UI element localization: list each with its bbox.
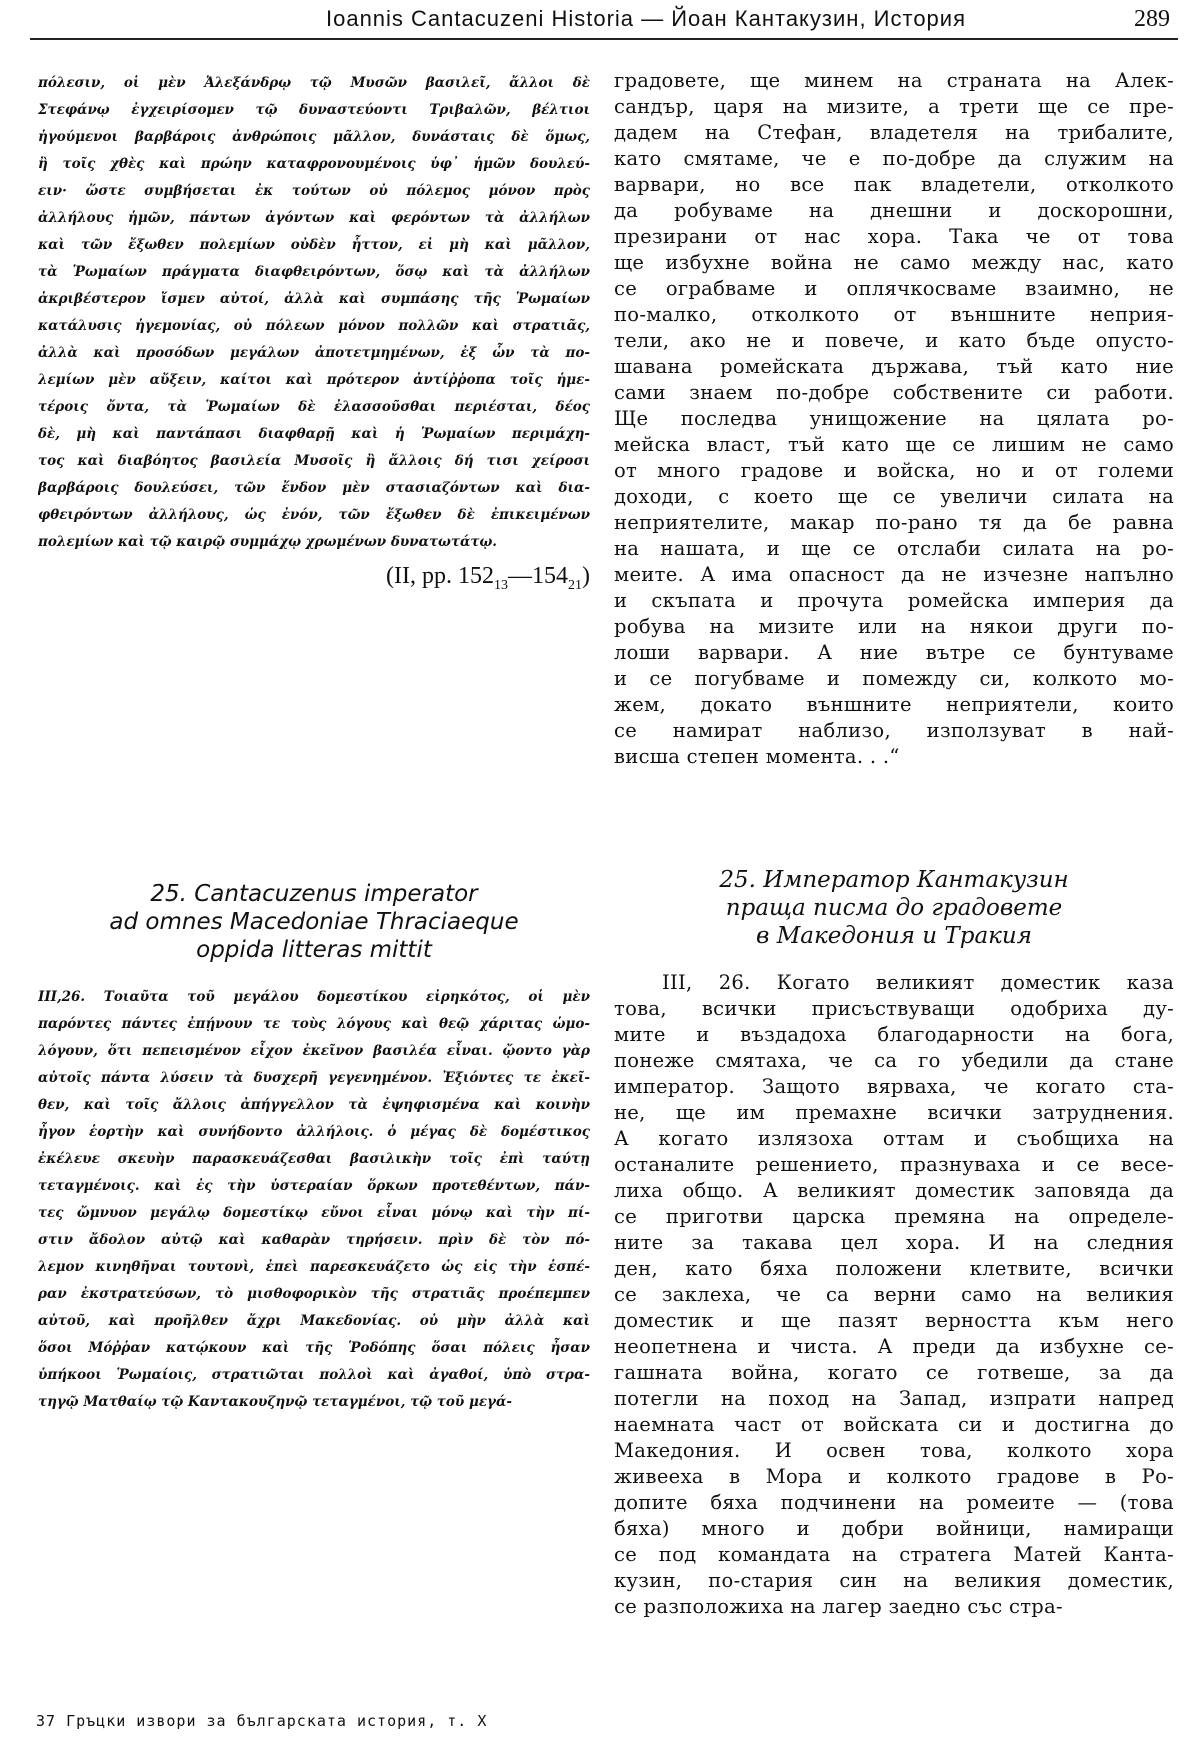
greek-line: τες ὤμνυον μεγάλῳ δομεστίκῳ εὔνοι εἶναι μόνῳ καὶ τὴν πί- <box>38 1205 590 1221</box>
translation-line: мейска власт, тъй като ще се лишим не само <box>614 433 1174 456</box>
translation-line: висша степен момента. . .“ <box>614 745 900 768</box>
greek-line: ὅσοι Μόῤῥαν κατῴκουν καὶ τῆς Ῥοδόπης ὅσαι πόλεις ἦσαν <box>38 1340 590 1356</box>
translation-line: сами знаем по-добре собствените си работи. <box>614 381 1174 404</box>
translation-line: останалите решението, празнуваха и се весе- <box>614 1153 1174 1176</box>
greek-line: ἡγούμενοι βαρβάροις ἀνθρώποις μᾶλλον, δυνάσταις δὲ ὅμως, <box>38 129 590 145</box>
greek-line: ἢ τοῖς χθὲς καὶ πρώην καταφρονουμένοις ὑφ᾽ ἡμῶν δουλεύ- <box>38 156 590 172</box>
translation-line: това, всички присъствуващи одобриха ду- <box>614 997 1174 1020</box>
translation-line: на нашата, и ще се отслаби силата на ро- <box>614 537 1174 560</box>
translation-line: потегли на поход на Запад, изпрати напред <box>614 1387 1174 1410</box>
translation-line: меите. А има опасност да не изчезне напълно <box>614 563 1174 586</box>
heading-line: праща писма до градовете <box>725 895 1063 921</box>
greek-line: ἦγον ἑορτὴν καὶ συνήδοντο ἀλλήλοις. ὁ μέγας δὲ δομέστικος <box>38 1124 590 1140</box>
translation-line: се намират наблизо, използуват в най- <box>614 719 1174 742</box>
greek-line: λεμίων μὲν αὔξειν, καίτοι καὶ πρότερον ἀντίῤῥοπα τοῖς ἡμε- <box>38 372 590 388</box>
translation-line: ните за такава цел хора. И на следния <box>614 1231 1174 1254</box>
translation-line: неопетнена и чиста. А преди да избухне се- <box>614 1335 1174 1358</box>
translation-line: неприятелите, макар по-рано тя да бе равна <box>614 511 1174 534</box>
translation-line: кузин, по-стария син на великия доместик, <box>614 1569 1174 1592</box>
translation-line: лиха общо. А великият доместик заповяда да <box>614 1179 1174 1202</box>
greek-line: πολεμίων καὶ τῷ καιρῷ συμμάχῳ χρωμένων δυνατωτάτῳ. <box>38 534 498 550</box>
translation-line: градовете, ще минем на страната на Алек- <box>614 69 1174 92</box>
translation-line: и се погубваме и помежду си, колкото мо- <box>614 667 1174 690</box>
translation-line: III, 26. Когато великият доместик каза <box>662 971 1174 994</box>
heading-line: oppida litteras mittit <box>196 937 432 963</box>
greek-line: ἀλλήλους ἡμῶν, πάντων ἀγόντων καὶ φερόντων τὰ ἀλλήλων <box>38 210 590 226</box>
greek-line: ειν· ὥστε συμβήσεται ἐκ τούτων οὐ πόλεμος μόνον πρὸς <box>38 183 590 199</box>
greek-line: βαρβάροις δουλεύσει, τῶν ἔνδον μὲν στασιαζόντων καὶ δια- <box>38 480 590 496</box>
greek-line: λόγουν, ὅτι πεπεισμένον εἶχον ἐκεῖνον βασιλέα εἶναι. ᾤοντο γὰρ <box>38 1043 590 1059</box>
greek-text-bottom <box>38 984 590 1416</box>
citation-end: ) <box>582 563 590 589</box>
greek-line: τος καὶ διαβόητος βασιλεία Μυσοῖς ἢ ἄλλοις δή τισι χείροσι <box>38 453 590 469</box>
greek-line: τηγῷ Ματθαίῳ τῷ Καντακουζηνῷ τεταγμένοι, τῷ τοῦ μεγά- <box>38 1394 512 1410</box>
greek-line: ὑπήκοοι Ῥωμαίοις, στρατιῶται πολλοὶ καὶ ἀγαθοί, ὑπὸ στρα- <box>38 1367 590 1383</box>
greek-text-top <box>38 70 590 556</box>
greek-line: φθειρόντων ἀλλήλους, ὡς ἐνόν, τῶν ἔξωθεν δὲ ἐπικειμένων <box>38 507 590 523</box>
greek-line: τεταγμένοις. καὶ ἐς τὴν ὑστεραίαν ὅρκων προτεθέντων, πάν- <box>38 1178 590 1194</box>
translation-line: не, ще им премахне всички затруднения. <box>614 1101 1174 1124</box>
greek-line: ἀκριβέστερον ἴσμεν αὐτοί, ἀλλὰ καὶ συμπάσης τῆς Ῥωμαίων <box>38 291 590 307</box>
heading-line: ad omnes Macedoniae Thraciaeque <box>109 909 519 935</box>
translation-line: допите бяха подчинени на ромеите — (това <box>614 1491 1174 1514</box>
greek-line: αὐτοῖς πάντα λύσειν τὰ δυσχερῆ γεγενημένον. Ἐξιόντες τε ἐκεῖ- <box>38 1070 590 1086</box>
section-heading-bulgarian <box>614 866 1174 950</box>
translation-line: доходи, с което ще се увеличи силата на <box>614 485 1174 508</box>
translation-line: тели, ако не и повече, и като бъде опусто- <box>614 329 1174 352</box>
greek-line: ἀλλὰ καὶ προσόδων μεγάλων ἀποτετμημένων, ἐξ ὧν τὰ πο- <box>38 345 590 361</box>
translation-line: понеже смятаха, че са го убедили да стане <box>614 1049 1174 1072</box>
translation-line: презирани от нас хора. Така че от това <box>614 225 1174 248</box>
heading-line: 25. Император Кантакузин <box>719 867 1069 893</box>
header-rule <box>30 38 1178 40</box>
greek-line: αὐτοῦ, καὶ προῆλθεν ἄχρι Μακεδονίας. οὐ μὴν ἀλλὰ καὶ <box>38 1313 590 1329</box>
translation-line: живееха в Мора и колкото градове в Ро- <box>614 1465 1174 1488</box>
translation-line: гашната война, когато се готвеше, за да <box>614 1361 1174 1384</box>
citation-mid: —154 <box>508 563 568 589</box>
translation-line: по-малко, отколкото от външните неприя- <box>614 303 1174 326</box>
translation-line: доместик и ще пазят верността към него <box>614 1309 1174 1332</box>
translation-line: жем, докато външните неприятели, които <box>614 693 1174 716</box>
translation-line: дадем на Стефан, владетеля на трибалите, <box>614 121 1174 144</box>
translation-line: като смятаме, че е по-добре да служим на <box>614 147 1174 170</box>
translation-line: да робуваме на днешни и доскорошни, <box>614 199 1174 222</box>
translation-line: лоши варвари. А ние вътре се бунтуваме <box>614 641 1174 664</box>
translation-line: Ще последва унищожение на цялата ро- <box>614 407 1174 430</box>
translation-line: А когато излязоха оттам и съобщиха на <box>614 1127 1174 1150</box>
translation-line: се заклеха, че са верни само на великия <box>614 1283 1174 1306</box>
page-number: 289 <box>1134 6 1170 32</box>
translation-line: мите и въздадоха благодарности на бога, <box>614 1023 1174 1046</box>
citation-sub-end: 21 <box>568 577 582 593</box>
translation-line: ще избухне война не само между нас, като <box>614 251 1174 274</box>
citation-text: (II, pp. 152 <box>386 563 494 589</box>
translation-line: император. Защото вярваха, че когато ста- <box>614 1075 1174 1098</box>
greek-line: λεμον κινηθῆναι τουτονὶ, ἐπεὶ παρεσκευάζετο ὡς εἰς τὴν ἑσπέ- <box>38 1259 590 1275</box>
greek-line: στιν ἄδολον αὐτῷ καὶ καθαρὰν τηρήσειν. πρὶν δὲ τὸν πό- <box>38 1232 590 1248</box>
greek-line: θεν, καὶ τοῖς ἄλλοις ἀπήγγελλον τὰ ἐψηφισμένα καὶ κοινὴν <box>38 1097 590 1113</box>
bulgarian-translation-top <box>614 68 1174 770</box>
greek-line: δὲ, μὴ καὶ παντάπασι διαφθαρῇ καὶ ἡ Ῥωμαίων περιμάχη- <box>38 426 590 442</box>
greek-line: ἐκέλευε σκευὴν παρασκευάζεσθαι βασιλικὴν τοῖς ἐπὶ ταύτῃ <box>38 1151 590 1167</box>
translation-line: се приготви царска премяна на определе- <box>614 1205 1174 1228</box>
greek-line: ραν ἐκστρατεύσων, τὸ μισθοφορικὸν τῆς στρατιᾶς προέπεμπεν <box>38 1286 590 1302</box>
greek-line: τέροις ὄντα, τὰ Ῥωμαίων δὲ ἐλασσοῦσθαι περιέσται, δέος <box>38 399 590 415</box>
greek-line: Στεφάνῳ ἐγχειρίσομεν τῷ δυναστεύοντι Τριβαλῶν, βέλτιοι <box>38 102 590 118</box>
page-footer: 37 Гръцки извори за българската история, т. X <box>36 1712 488 1730</box>
translation-line: се под командата на стратега Матей Канта- <box>614 1543 1174 1566</box>
heading-line: в Македония и Тракия <box>756 923 1032 949</box>
translation-line: шавана ромейската държава, тъй като ние <box>614 355 1174 378</box>
bulgarian-translation-bottom <box>614 970 1174 1620</box>
page-header <box>30 6 1180 36</box>
greek-line: κατάλυσις ἡγεμονίας, οὐ πόλεων μόνον πολλῶν καὶ στρατιᾶς, <box>38 318 590 334</box>
citation-sub-start: 13 <box>494 577 508 593</box>
greek-line: πόλεσιν, οἱ μὲν Ἀλεξάνδρῳ τῷ Μυσῶν βασιλεῖ, ἄλλοι δὲ <box>38 75 590 91</box>
translation-line: сандър, царя на мизите, а трети ще се пре- <box>614 95 1174 118</box>
greek-line: τὰ Ῥωμαίων πράγματα διαφθειρόντων, ὅσῳ καὶ τὰ ἀλλήλων <box>38 264 590 280</box>
translation-line: Македония. И освен това, колкото хора <box>614 1439 1174 1462</box>
greek-line: καὶ τῶν ἔξωθεν πολεμίων οὐδὲν ἧττον, εἰ μὴ καὶ μᾶλλον, <box>38 237 590 253</box>
running-title: Ioannis Cantacuzeni Historia — Йоан Кантакузин, История <box>325 6 966 31</box>
translation-line: бяха) много и добри войници, намиращи <box>614 1517 1174 1540</box>
greek-line: παρόντες πάντες ἐπῄνουν τε τοὺς λόγους καὶ θεῷ χάριτας ὡμο- <box>38 1016 590 1032</box>
translation-line: ден, като бяха положени клетвите, всички <box>614 1257 1174 1280</box>
source-citation <box>330 563 590 594</box>
heading-line: 25. Cantacuzenus imperator <box>150 881 478 907</box>
translation-line: наемната част от войската си и достигна до <box>614 1413 1174 1436</box>
translation-line: и скъпата и прочута ромейска империя да <box>614 589 1174 612</box>
translation-line: се ограбваме и оплячкосваме взаимно, не <box>614 277 1174 300</box>
translation-line: варвари, но все пак владетели, отколкото <box>614 173 1174 196</box>
translation-line: робува на мизите или на някои други по- <box>614 615 1174 638</box>
section-heading-latin <box>38 880 590 964</box>
greek-line: III,26. Τοιαῦτα τοῦ μεγάλου δομεστίκου εἰρηκότος, οἱ μὲν <box>38 989 590 1005</box>
translation-line: от много градове и войска, но и от големи <box>614 459 1174 482</box>
translation-line: се разположиха на лагер заедно със стра- <box>614 1595 1063 1618</box>
